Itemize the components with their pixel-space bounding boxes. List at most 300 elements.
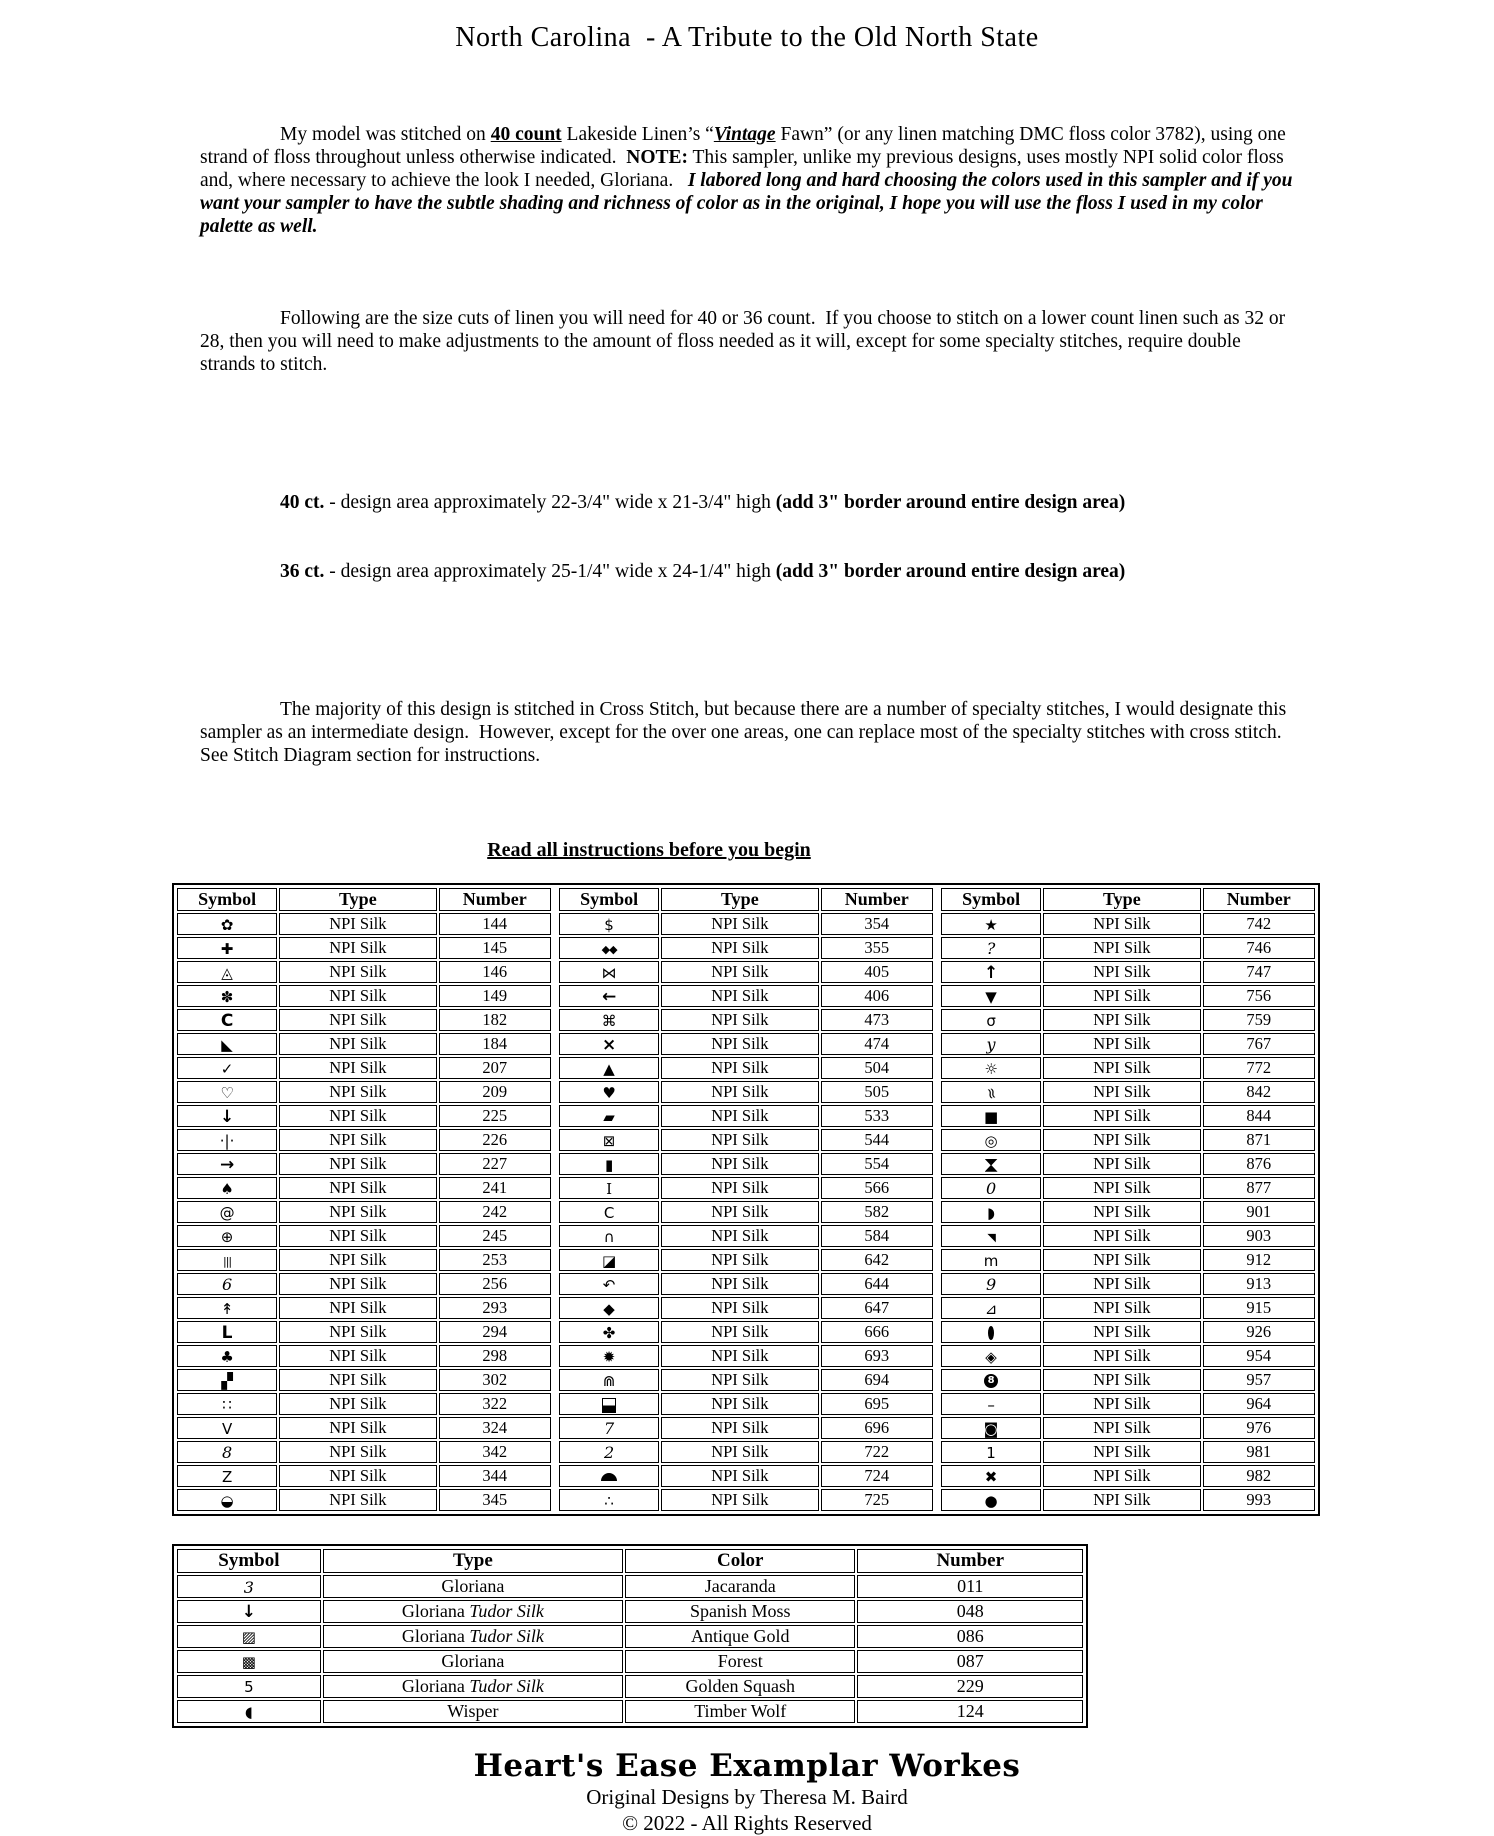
number-cell: 505	[821, 1081, 933, 1103]
number-cell: 954	[1203, 1345, 1315, 1367]
type-cell: NPI Silk	[279, 1081, 436, 1103]
sun-star-symbol: ✹	[602, 1347, 616, 1366]
specialty-row	[177, 1575, 1083, 1598]
symbol-row	[559, 961, 933, 983]
symbol-cell	[559, 1225, 659, 1247]
type-cell: NPI Silk	[1043, 1105, 1200, 1127]
double-arch-symbol: ⋒	[602, 1371, 616, 1390]
symbol-row	[941, 1393, 1315, 1415]
symbol-row	[559, 1081, 933, 1103]
one-symbol: 1	[986, 1443, 996, 1462]
four-petal-symbol: ✤	[602, 1323, 616, 1342]
number-cell: 241	[439, 1177, 551, 1199]
number-cell: 504	[821, 1057, 933, 1079]
type-cell: NPI Silk	[279, 1393, 436, 1415]
hook-arrow-symbol: ↶	[602, 1275, 616, 1294]
size-cut-lines	[200, 445, 1298, 629]
paragraph-difficulty	[200, 698, 1298, 767]
symbol-row	[559, 1009, 933, 1031]
floss-symbol-table-group-1	[175, 886, 553, 1513]
black-ellipse-symbol	[988, 1326, 994, 1340]
symbol-row	[941, 1153, 1315, 1175]
dot-bar-dot-symbol: ·|·	[219, 1131, 235, 1150]
type-cell: NPI Silk	[1043, 985, 1200, 1007]
specialty-row	[177, 1625, 1083, 1648]
type-cell: NPI Silk	[279, 1321, 436, 1343]
number-cell: 149	[439, 985, 551, 1007]
letter-m-symbol: m	[983, 1251, 999, 1270]
petal-asterisk-symbol: ✽	[220, 987, 234, 1006]
club-symbol: ♣	[220, 1347, 234, 1366]
heart-outline-symbol: ♡	[220, 1083, 234, 1102]
number-cell: 976	[1203, 1417, 1315, 1439]
column-header-type: Type	[279, 888, 436, 911]
column-header-type: Type	[323, 1549, 623, 1573]
text-run: Tudor Silk	[469, 1626, 544, 1646]
letter-v-symbol: V	[221, 1419, 233, 1438]
script-zero-symbol: 0	[985, 1179, 997, 1199]
type-cell: NPI Silk	[279, 1201, 436, 1223]
symbol-row	[559, 1057, 933, 1079]
circle-plus-symbol: ⊕	[220, 1227, 234, 1246]
left-arrow-symbol: ←	[601, 986, 617, 1007]
symbol-cell	[559, 1297, 659, 1319]
text-run: - design area approximately 25-1/4" wide x 24-1/4" high	[324, 561, 776, 582]
symbol-row	[941, 961, 1315, 983]
number-cell: 582	[821, 1201, 933, 1223]
symbol-row	[941, 1177, 1315, 1199]
type-cell: NPI Silk	[279, 1177, 436, 1199]
five-symbol: 5	[244, 1678, 254, 1697]
script-eight-symbol: 8	[221, 1443, 233, 1463]
two-diamonds-symbol: ◆◆	[601, 942, 617, 956]
text-run: (add 3" border around entire design area)	[775, 561, 1126, 582]
symbol-cell	[177, 1675, 321, 1698]
column-header-color: Color	[625, 1549, 855, 1573]
dollar-symbol: $	[604, 915, 614, 934]
symbol-cell	[177, 937, 277, 959]
number-cell: 642	[821, 1249, 933, 1271]
symbol-row	[177, 1321, 551, 1343]
symbol-row	[559, 1393, 933, 1415]
symbol-row	[177, 1081, 551, 1103]
arch-symbol: ∩	[603, 1227, 615, 1246]
symbol-cell	[559, 1393, 659, 1415]
symbol-cell	[177, 1369, 277, 1391]
text-run: Gloriana	[401, 1676, 470, 1696]
type-cell: NPI Silk	[1043, 1297, 1200, 1319]
type-cell: NPI Silk	[1043, 1441, 1200, 1463]
specialty-floss-table	[172, 1544, 1088, 1728]
type-cell: NPI Silk	[661, 961, 818, 983]
number-cell: 144	[439, 913, 551, 935]
number-cell: 964	[1203, 1393, 1315, 1415]
symbol-cell	[941, 1465, 1041, 1487]
bowtie-symbol: ⋈	[601, 963, 617, 982]
type-cell: NPI Silk	[279, 1345, 436, 1367]
type-cell: NPI Silk	[661, 1489, 818, 1511]
number-cell: 324	[439, 1417, 551, 1439]
number-cell: 544	[821, 1129, 933, 1151]
number-cell: 226	[439, 1129, 551, 1151]
symbol-row	[559, 1201, 933, 1223]
crescent-symbol: ◖	[244, 1703, 253, 1722]
symbol-cell	[559, 1369, 659, 1391]
symbol-cell	[177, 1650, 321, 1673]
symbol-cell	[177, 1417, 277, 1439]
symbol-cell	[177, 1297, 277, 1319]
number-cell: 322	[439, 1393, 551, 1415]
symbol-row	[177, 1273, 551, 1295]
symbol-cell	[941, 1081, 1041, 1103]
symbol-cell	[941, 1273, 1041, 1295]
floss-symbol-table	[172, 883, 1320, 1516]
symbol-row	[559, 1297, 933, 1319]
type-cell: NPI Silk	[661, 1321, 818, 1343]
number-cell: 087	[857, 1650, 1083, 1673]
symbol-row	[177, 1009, 551, 1031]
symbol-cell	[177, 1600, 321, 1623]
curl-symbol: σ	[986, 1011, 996, 1030]
number-cell: 693	[821, 1345, 933, 1367]
symbol-row	[941, 1345, 1315, 1367]
black-circle-symbol: ●	[984, 1491, 998, 1510]
symbol-cell	[177, 1225, 277, 1247]
symbol-row	[559, 1489, 933, 1511]
type-cell: NPI Silk	[1043, 961, 1200, 983]
symbol-row	[941, 1009, 1315, 1031]
black-triangle-symbol: ▲	[603, 1059, 615, 1078]
text-run: NOTE:	[626, 147, 688, 168]
vertical-rectangle-symbol: ▮	[604, 1155, 614, 1174]
symbol-row	[941, 1465, 1315, 1487]
sun-outline-symbol: ☼	[984, 1059, 998, 1078]
number-cell: 533	[821, 1105, 933, 1127]
number-cell: 746	[1203, 937, 1315, 959]
quarter-disc-symbol: ◗	[987, 1203, 996, 1222]
header-row	[177, 1549, 1083, 1573]
specialty-row	[177, 1600, 1083, 1623]
symbol-cell	[941, 1345, 1041, 1367]
hatched-square-symbol: ▨	[241, 1628, 256, 1647]
symbol-cell	[559, 985, 659, 1007]
floss-symbol-table-group-3	[939, 886, 1317, 1513]
symbol-cell	[559, 1201, 659, 1223]
number-cell: 915	[1203, 1297, 1315, 1319]
color-cell: Jacaranda	[625, 1575, 855, 1598]
symbol-cell	[177, 1273, 277, 1295]
type-cell: NPI Silk	[1043, 1081, 1200, 1103]
type-cell: NPI Silk	[661, 1417, 818, 1439]
symbol-row	[941, 1129, 1315, 1151]
text-run: - design area approximately 22-3/4" wide x 21-3/4" high	[324, 492, 776, 513]
dome-symbol	[601, 1473, 617, 1481]
symbol-row	[177, 1417, 551, 1439]
symbol-cell	[941, 937, 1041, 959]
text-run: My model was stitched on	[280, 124, 491, 145]
text-run: Gloriana	[401, 1626, 470, 1646]
number-cell: 406	[821, 985, 933, 1007]
type-cell: NPI Silk	[1043, 1393, 1200, 1415]
symbol-row	[559, 1441, 933, 1463]
number-cell: 844	[1203, 1105, 1315, 1127]
type-cell: NPI Silk	[661, 1441, 818, 1463]
heavy-plus-symbol: ✚	[220, 939, 234, 958]
symbol-row	[941, 1033, 1315, 1055]
type-cell: NPI Silk	[1043, 1369, 1200, 1391]
symbol-cell	[941, 1417, 1041, 1439]
number-cell: 982	[1203, 1465, 1315, 1487]
symbol-cell	[941, 961, 1041, 983]
column-header-symbol: Symbol	[941, 888, 1041, 911]
text-run: The majority of this design is stitched in Cross Stitch, but because there are a number of specialty stitches, I would designate this sampler as an intermediate design. However, except for the over one areas, one can replace most of the specialty stitches with cross stitch. See Stitch Diagram section for instructions.	[200, 699, 1292, 766]
symbol-cell	[177, 1700, 321, 1723]
type-cell: NPI Silk	[1043, 1489, 1200, 1511]
boxed-star-symbol: ⊠	[602, 1131, 616, 1150]
type-cell: NPI Silk	[279, 913, 436, 935]
script-y-symbol: y	[986, 1035, 996, 1055]
type-cell: NPI Silk	[279, 961, 436, 983]
symbol-cell	[177, 1177, 277, 1199]
column-header-symbol: Symbol	[177, 1549, 321, 1573]
color-cell: Spanish Moss	[625, 1600, 855, 1623]
bold-c-symbol: C	[220, 1010, 234, 1031]
number-cell: 302	[439, 1369, 551, 1391]
number-cell: 876	[1203, 1153, 1315, 1175]
type-cell: NPI Silk	[1043, 1249, 1200, 1271]
symbol-row	[559, 1273, 933, 1295]
number-cell: 344	[439, 1465, 551, 1487]
script-nine-symbol: 9	[985, 1275, 997, 1295]
type-cell: NPI Silk	[661, 1057, 818, 1079]
type-cell: NPI Silk	[661, 1369, 818, 1391]
right-arrow-symbol: →	[219, 1154, 235, 1175]
number-cell: 298	[439, 1345, 551, 1367]
script-seven-symbol: 7	[603, 1419, 615, 1439]
symbol-cell	[559, 1489, 659, 1511]
number-cell: 981	[1203, 1441, 1315, 1463]
type-cell: NPI Silk	[661, 1249, 818, 1271]
specialty-floss-table-inner	[175, 1547, 1085, 1725]
type-cell: NPI Silk	[279, 937, 436, 959]
column-header-type: Type	[661, 888, 818, 911]
text-run: This sampler, unlike my previous designs, uses mostly NPI solid color floss and, where necessary to achieve the look I needed, Gloriana.	[200, 147, 1289, 191]
type-cell: NPI Silk	[661, 1201, 818, 1223]
symbol-row	[559, 1129, 933, 1151]
bold-l-symbol: L	[221, 1322, 233, 1343]
text-run: Gloriana	[441, 1576, 505, 1596]
spiral-symbol: @	[219, 1203, 235, 1222]
half-circle-bottom-symbol: ◒	[220, 1491, 234, 1510]
symbol-cell	[941, 913, 1041, 935]
symbol-row	[177, 1057, 551, 1079]
specialty-row	[177, 1675, 1083, 1698]
number-cell: 742	[1203, 913, 1315, 935]
symbol-row	[177, 1129, 551, 1151]
number-cell: 473	[821, 1009, 933, 1031]
symbol-row	[177, 985, 551, 1007]
symbol-cell	[559, 961, 659, 983]
number-cell: 767	[1203, 1033, 1315, 1055]
number-cell: 957	[1203, 1369, 1315, 1391]
script-two-symbol: 2	[603, 1443, 615, 1463]
type-cell: NPI Silk	[661, 1177, 818, 1199]
number-cell: 011	[857, 1575, 1083, 1598]
type-cell: NPI Silk	[661, 913, 818, 935]
symbol-cell	[177, 913, 277, 935]
type-cell: NPI Silk	[1043, 1321, 1200, 1343]
symbol-cell	[559, 1321, 659, 1343]
number-cell: 913	[1203, 1273, 1315, 1295]
symbol-cell	[941, 1009, 1041, 1031]
number-cell: 584	[821, 1225, 933, 1247]
symbol-row	[177, 1489, 551, 1511]
type-cell: NPI Silk	[279, 985, 436, 1007]
three-dots-symbol: ∴	[604, 1491, 614, 1510]
copyright-line: © 2022 - All Rights Reserved	[622, 1811, 872, 1835]
symbol-cell	[177, 1321, 277, 1343]
serif-i-symbol: I	[606, 1179, 613, 1198]
type-cell: NPI Silk	[279, 1249, 436, 1271]
number-cell: 666	[821, 1321, 933, 1343]
down-arrow-symbol: ↓	[219, 1106, 235, 1127]
symbol-cell	[177, 1105, 277, 1127]
up-arrow-symbol: ↑	[983, 962, 999, 983]
symbol-cell	[177, 1081, 277, 1103]
paragraph-linen-sizes	[200, 307, 1298, 376]
spade-symbol: ♠	[220, 1179, 234, 1198]
symbol-cell	[559, 1345, 659, 1367]
specialty-row	[177, 1650, 1083, 1673]
heavy-x-symbol: ✖	[984, 1467, 998, 1486]
black-diamond-symbol: ◆	[603, 1299, 615, 1318]
hourglass-symbol	[985, 1159, 998, 1172]
symbol-row	[941, 1105, 1315, 1127]
symbol-row	[177, 937, 551, 959]
down-arrow-symbol: ↓	[241, 1602, 256, 1623]
number-cell: 747	[1203, 961, 1315, 983]
type-cell: NPI Silk	[279, 1489, 436, 1511]
number-cell: 724	[821, 1465, 933, 1487]
number-cell: 294	[439, 1321, 551, 1343]
document-title: North Carolina - A Tribute to the Old North State	[455, 22, 1039, 53]
type-cell: NPI Silk	[279, 1465, 436, 1487]
intro-text	[200, 54, 1298, 813]
symbol-row	[559, 1417, 933, 1439]
text-run: 36 ct.	[280, 561, 325, 582]
number-cell: 993	[1203, 1489, 1315, 1511]
symbol-row	[177, 913, 551, 935]
symbol-cell	[941, 1153, 1041, 1175]
number-cell: 772	[1203, 1057, 1315, 1079]
symbol-cell	[941, 985, 1041, 1007]
symbol-cell	[177, 1575, 321, 1598]
type-cell: NPI Silk	[661, 1225, 818, 1247]
symbol-row	[177, 1225, 551, 1247]
number-cell: 405	[821, 961, 933, 983]
symbol-cell	[559, 1465, 659, 1487]
type-cell: NPI Silk	[661, 1105, 818, 1127]
text-run: Lakeside Linen’s “	[561, 124, 714, 145]
number-cell: 229	[857, 1675, 1083, 1698]
number-cell: 242	[439, 1201, 551, 1223]
symbol-row	[941, 1489, 1315, 1511]
type-cell: NPI Silk	[661, 1009, 818, 1031]
symbol-row	[177, 1249, 551, 1271]
symbol-cell	[177, 1009, 277, 1031]
number-cell: 926	[1203, 1321, 1315, 1343]
specialty-row	[177, 1700, 1083, 1723]
type-cell: NPI Silk	[1043, 1033, 1200, 1055]
text-run: Wisper	[447, 1701, 499, 1721]
symbol-row	[177, 1465, 551, 1487]
number-cell: 048	[857, 1600, 1083, 1623]
symbol-cell	[177, 1201, 277, 1223]
number-cell: 256	[439, 1273, 551, 1295]
color-cell: Golden Squash	[625, 1675, 855, 1698]
symbol-cell	[177, 1441, 277, 1463]
symbol-row	[177, 1297, 551, 1319]
symbol-cell	[177, 1465, 277, 1487]
number-cell: 124	[857, 1700, 1083, 1723]
down-triangle-symbol: ▼	[985, 987, 997, 1006]
header-row	[941, 888, 1315, 911]
type-cell: NPI Silk	[661, 1033, 818, 1055]
type-cell: NPI Silk	[1043, 1129, 1200, 1151]
text-run: Gloriana	[441, 1651, 505, 1671]
number-cell: 184	[439, 1033, 551, 1055]
type-cell: NPI Silk	[661, 1273, 818, 1295]
text-run: 40 count	[490, 124, 562, 145]
footer	[0, 1748, 1494, 1836]
symbol-row	[559, 1465, 933, 1487]
type-cell: NPI Silk	[279, 1225, 436, 1247]
number-cell: 293	[439, 1297, 551, 1319]
text-run: Tudor Silk	[469, 1676, 544, 1696]
symbol-cell	[941, 1249, 1041, 1271]
type-cell: NPI Silk	[279, 1009, 436, 1031]
type-cell: NPI Silk	[279, 1273, 436, 1295]
instructions-heading: Read all instructions before you begin	[487, 839, 811, 861]
triangle-inner-symbol: ◬	[221, 963, 233, 982]
symbol-row	[941, 1225, 1315, 1247]
type-cell: NPI Silk	[661, 1081, 818, 1103]
type-cell: NPI Silk	[279, 1297, 436, 1319]
script-three-symbol: 3	[243, 1577, 254, 1597]
symbol-cell	[177, 961, 277, 983]
symbol-cell	[941, 1105, 1041, 1127]
symbol-cell	[559, 1273, 659, 1295]
number-cell: 225	[439, 1105, 551, 1127]
type-cell: NPI Silk	[661, 1345, 818, 1367]
dotted-square-symbol: ▩	[241, 1653, 256, 1672]
number-cell: 696	[821, 1417, 933, 1439]
symbol-cell	[177, 1345, 277, 1367]
number-cell: 355	[821, 937, 933, 959]
type-cell: NPI Silk	[1043, 1009, 1200, 1031]
checker-square-symbol: ▞	[221, 1371, 233, 1390]
studio-name: Heart's Ease Examplar Workes	[473, 1748, 1021, 1784]
type-cell: NPI Silk	[661, 985, 818, 1007]
symbol-row	[941, 1201, 1315, 1223]
type-cell: NPI Silk	[1043, 1273, 1200, 1295]
symbol-cell	[559, 937, 659, 959]
number-cell: 253	[439, 1249, 551, 1271]
symbol-cell	[559, 1129, 659, 1151]
symbol-cell	[941, 1441, 1041, 1463]
symbol-row	[559, 1177, 933, 1199]
letter-z-symbol: Z	[221, 1467, 233, 1486]
